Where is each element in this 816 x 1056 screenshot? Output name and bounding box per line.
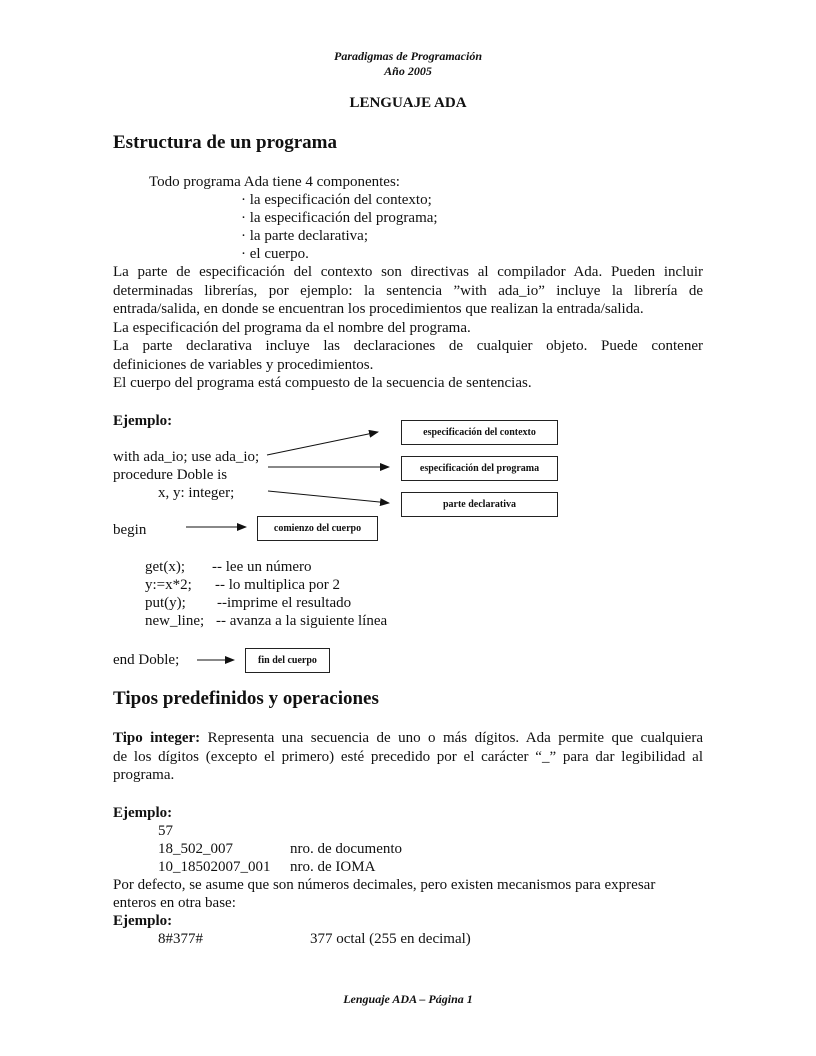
paragraph-line: determinadas librerías, por ejemplo: la sentencia ”with ada_io” incluye la librería de — [113, 282, 703, 299]
annotation-declarative-box: parte declarativa — [401, 492, 558, 517]
paragraph-line: entrada/salida, en donde se encuentran los procedimientos que realizan la entrada/salida. — [113, 301, 644, 317]
header-year: Año 2005 — [384, 64, 432, 78]
code-line-end: end Doble; — [113, 652, 180, 668]
section-heading-estructura: Estructura de un programa — [113, 132, 337, 153]
section-heading-tipos: Tipos predefinidos y operaciones — [113, 688, 379, 709]
annotation-body-end-box: fin del cuerpo — [245, 648, 330, 673]
paragraph-line: La especificación del programa da el nombre del programa. — [113, 319, 471, 336]
annotation-program-box: especificación del programa — [401, 456, 558, 481]
page-footer: Lenguaje ADA – Página 1 — [343, 992, 473, 1006]
example-note: nro. de documento — [290, 841, 403, 857]
code-comment: -- lee un número — [212, 559, 312, 575]
code-line-with: with ada_io; use ada_io; — [113, 449, 260, 465]
arrow-icon — [267, 432, 378, 455]
example-value: 10_18502007_001 — [158, 859, 271, 875]
component-item: · la parte declarativa; — [241, 228, 369, 244]
example-value: 18_502_007 — [158, 841, 233, 857]
paragraph-line: definiciones de variables y procedimientos. — [113, 356, 374, 373]
code-comment: --imprime el resultado — [217, 595, 352, 611]
code-stmt: new_line; — [145, 613, 205, 629]
component-item: · la especificación del contexto; — [241, 192, 432, 208]
code-comment: -- avanza a la siguiente línea — [216, 613, 388, 629]
base-text-line: Por defecto, se asume que son números decimales, pero existen mecanismos para expresar — [113, 877, 656, 893]
annotation-context-box: especificación del contexto — [401, 420, 558, 445]
example-value: 57 — [158, 823, 173, 839]
arrow-icon — [268, 491, 389, 503]
code-line-begin: begin — [113, 522, 147, 538]
document-title: LENGUAJE ADA — [349, 95, 467, 111]
code-stmt: y:=x*2; — [145, 577, 192, 593]
annotation-body-start-box: comienzo del cuerpo — [257, 516, 378, 541]
integer-paragraph — [113, 729, 703, 785]
paragraph-line: La parte declarativa incluye las declaraciones de cualquier objeto. Puede contener — [113, 338, 703, 354]
integer-label: Tipo integer: — [113, 730, 201, 746]
base-example-note: 377 octal (255 en decimal) — [310, 931, 471, 947]
code-comment: -- lo multiplica por 2 — [215, 577, 340, 593]
header-course: Paradigmas de Programación — [333, 49, 482, 63]
paragraph-line: El cuerpo del programa está compuesto de la secuencia de sentencias. — [113, 375, 532, 391]
example-label: Ejemplo: — [113, 913, 173, 929]
paragraph-line: La parte de especificación del contexto son directivas al compilador Ada. Pueden incluir — [113, 264, 703, 280]
code-stmt: get(x); — [145, 559, 185, 575]
code-stmt: put(y); — [145, 595, 186, 611]
intro-text: Todo programa Ada tiene 4 componentes: — [149, 174, 400, 190]
base-text-line: enteros en otra base: — [113, 895, 236, 911]
example-label: Ejemplo: — [113, 413, 173, 429]
base-example-value: 8#377# — [158, 931, 203, 947]
code-line-procedure: procedure Doble is — [113, 467, 228, 483]
example-label: Ejemplo: — [113, 805, 173, 821]
component-item: · la especificación del programa; — [241, 210, 438, 226]
paragraph-line: de los dígitos (excepto el primero) esté precedido por el carácter “_” para dar legibilidad al — [113, 748, 703, 765]
component-item: · el cuerpo. — [241, 246, 309, 262]
paragraph-line: Tipo integer: Representa una secuencia de uno o más dígitos. Ada permite que cualquiera — [113, 730, 703, 746]
code-line-declaration: x, y: integer; — [158, 485, 235, 501]
example-note: nro. de IOMA — [290, 859, 376, 875]
paragraph-line: programa. — [113, 767, 175, 783]
